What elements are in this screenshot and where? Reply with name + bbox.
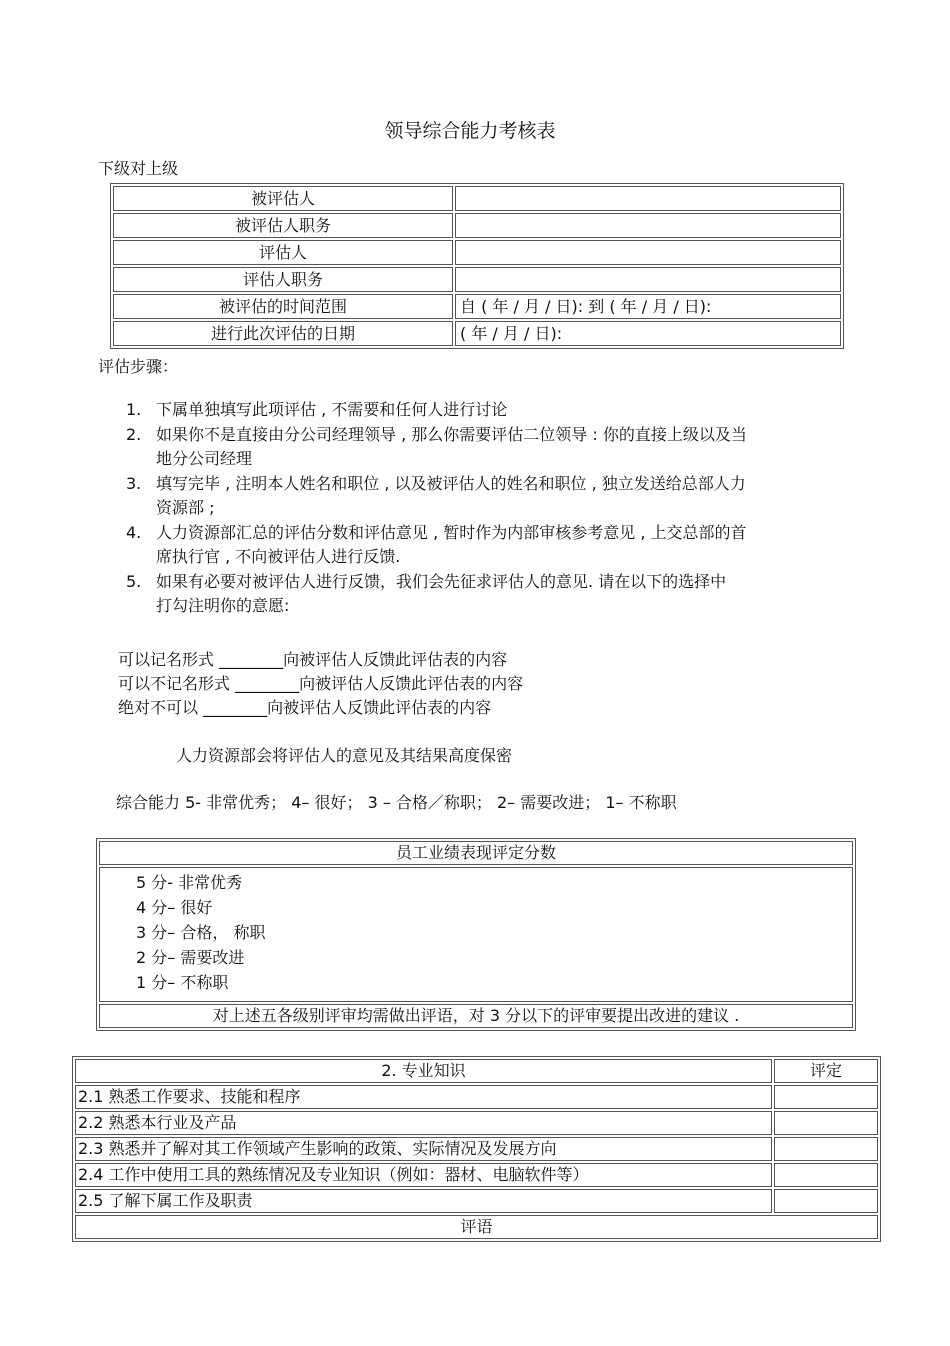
info-label: 评估人: [113, 240, 453, 265]
knowledge-table: [72, 1056, 881, 1242]
evaluee-info-table: [110, 183, 844, 349]
subtitle: 下级对上级: [98, 159, 179, 178]
knowledge-item: 2.2 熟悉本行业及产品: [75, 1111, 772, 1135]
knowledge-item: 2.5 了解下属工作及职责: [75, 1189, 772, 1213]
knowledge-header: 2. 专业知识: [75, 1059, 772, 1083]
info-label: 被评估人职务: [113, 213, 453, 238]
step-text: 如果你不是直接由分公司经理领导 , 那么你需要评估二位领导 : 你的直接上级以及当: [156, 424, 747, 444]
info-row: [113, 213, 841, 238]
page-title: 领导综合能力考核表: [384, 120, 556, 142]
table-row: [75, 1111, 878, 1135]
step-item: [126, 521, 747, 570]
step-item: [126, 570, 747, 619]
confidential-note: 人力资源部会将评估人的意见及其结果高度保密: [176, 746, 513, 765]
info-label: 被评估人: [113, 186, 453, 211]
step-text: 人力资源部汇总的评估分数和评估意见 , 暂时作为内部审核参考意见 , 上交总部的首: [156, 522, 747, 542]
info-row: [113, 294, 841, 319]
info-row: [113, 321, 841, 346]
step-number: 4.: [126, 522, 142, 542]
table-row: [75, 1137, 878, 1161]
info-label: 被评估的时间范围: [113, 294, 453, 319]
step-item: [126, 398, 747, 423]
step-text: 下属单独填写此项评估 , 不需要和任何人进行讨论: [156, 400, 508, 419]
step-text: 席执行官 , 不向被评估人进行反馈.: [156, 547, 401, 566]
score-item: 4 分– 很好: [136, 898, 213, 917]
step-number: 5.: [126, 571, 142, 591]
score-item: 1 分– 不称职: [136, 973, 229, 992]
step-item: [126, 423, 747, 472]
info-row: [113, 186, 841, 211]
score-item: 3 分– 合格， 称职: [136, 923, 266, 942]
knowledge-item: 2.3 熟悉并了解对其工作领域产生影响的政策、实际情况及发展方向: [75, 1137, 772, 1161]
rating-cell[interactable]: [774, 1137, 878, 1161]
table-row: [75, 1059, 878, 1083]
comment-label[interactable]: 评语: [75, 1215, 878, 1239]
score-item: 5 分- 非常优秀: [136, 873, 243, 892]
steps-list: [126, 398, 747, 619]
score-item: 2 分– 需要改进: [136, 948, 245, 967]
table-row: [75, 1215, 878, 1239]
info-value-field[interactable]: [455, 186, 841, 211]
rating-cell[interactable]: [774, 1111, 878, 1135]
step-text: 如果有必要对被评估人进行反馈，我们会先征求评估人的意见. 请在以下的选择中: [156, 571, 727, 591]
rating-cell[interactable]: [774, 1189, 878, 1213]
feedback-option-named[interactable]: 可以记名形式 ________向被评估人反馈此评估表的内容: [118, 650, 508, 669]
info-row: [113, 240, 841, 265]
score-table-header: 员工业绩表现评定分数: [99, 841, 853, 865]
step-text: 填写完毕 , 注明本人姓名和职位 , 以及被评估人的姓名和职位 , 独立发送给总部人力: [156, 473, 746, 493]
feedback-option-anonymous[interactable]: 可以不记名形式 ________向被评估人反馈此评估表的内容: [118, 674, 524, 693]
score-list: [99, 867, 853, 1002]
info-label: 评估人职务: [113, 267, 453, 292]
feedback-option-none[interactable]: 绝对不可以 ________向被评估人反馈此评估表的内容: [118, 698, 492, 717]
info-label: 进行此次评估的日期: [113, 321, 453, 346]
rating-header: 评定: [774, 1059, 878, 1083]
step-item: [126, 472, 747, 521]
step-number: 1.: [126, 400, 142, 419]
steps-heading: 评估步骤：: [98, 357, 179, 376]
step-text: 打勾注明你的意愿:: [156, 596, 290, 615]
info-value-field[interactable]: 自 ( 年 / 月 / 日): 到 ( 年 / 月 / 日):: [455, 294, 841, 319]
table-row: [75, 1085, 878, 1109]
info-row: [113, 267, 841, 292]
knowledge-item: 2.1 熟悉工作要求、技能和程序: [75, 1085, 772, 1109]
score-table-footer: 对上述五各级别评审均需做出评语，对 3 分以下的评审要提出改进的建议 .: [99, 1004, 853, 1028]
info-value-field[interactable]: [455, 267, 841, 292]
step-number: 3.: [126, 473, 142, 493]
info-value-field[interactable]: [455, 240, 841, 265]
step-text: 资源部 ;: [156, 498, 215, 517]
score-table: [96, 838, 856, 1031]
info-value-field[interactable]: [455, 213, 841, 238]
info-value-field[interactable]: ( 年 / 月 / 日):: [455, 321, 841, 346]
step-text: 地分公司经理: [156, 449, 253, 468]
table-row: [75, 1163, 878, 1187]
step-number: 2.: [126, 424, 142, 444]
knowledge-item: 2.4 工作中使用工具的熟练情况及专业知识（例如：器材、电脑软件等）: [75, 1163, 772, 1187]
rating-cell[interactable]: [774, 1163, 878, 1187]
table-row: [75, 1189, 878, 1213]
rating-scale: 综合能力 5- 非常优秀； 4– 很好； 3 – 合格／称职； 2– 需要改进； 1– 不称职: [116, 793, 677, 812]
rating-cell[interactable]: [774, 1085, 878, 1109]
